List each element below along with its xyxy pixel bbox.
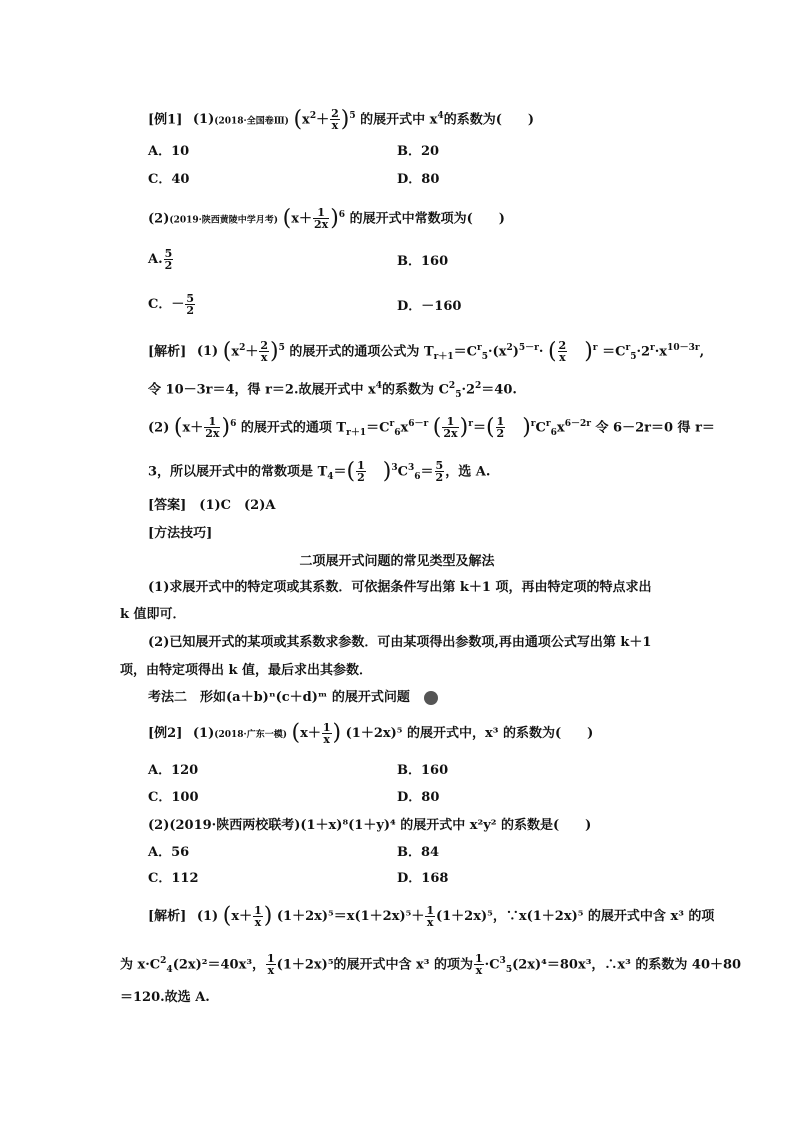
example2-solution-line3: ＝120.故选 A. (120, 990, 210, 1005)
solution1-line1: [解析] (1) ($x^2+$ $\frac{2}{x}$ )$^5$ 的展开式的通项公式为 $T_{r+1}=C^r_5\cdot(x^2)^{5-r}\cdot$ ( $\frac{2}{x}$ )$^r =C^r_5\cdot 2^r\cdot x^{10-3r}$, (148, 338, 705, 365)
method-tips-label: [方法技巧] (148, 526, 213, 541)
option-a: A．120 (148, 763, 199, 778)
option-c: C．－ $\frac{5}{2}$ (148, 292, 195, 317)
method2-title: 考法二 形如(a＋b)ⁿ(c＋d)ᵐ 的展开式问题 (148, 688, 438, 708)
option-d: D．－160 (397, 299, 462, 314)
tip1-line1: (1)求展开式中的特定项或其系数．可依据条件写出第 k＋1 项，再由特定项的特点求出 (148, 580, 652, 595)
option-a: A．56 (148, 845, 190, 860)
example1-label: [例1] (148, 112, 183, 128)
option-c: C．100 (148, 790, 199, 805)
tip2-line2: 项，由特定项得出 k 值，最后求出其参数． (120, 663, 373, 678)
solution2-line2: 3，所以展开式中的常数项是 $T_4=$( $\frac{1}{2}$ )$^3C^3_6=$ $\frac{5}{2}$ ，选 A. (148, 458, 491, 485)
solution1-line2: 令 10－3r＝4，得 r＝2.故展开式中 $x^4$的系数为 $C^2_5\cdot 2^2=40$. (148, 381, 517, 400)
option-b: B．20 (397, 144, 440, 159)
option-a: A．10 (148, 144, 190, 159)
tips-title: 二项展开式问题的常见类型及解法 (299, 554, 495, 569)
tip2-line1: (2)已知展开式的某项或其系数求参数．可由某项得出参数项,再由通项公式写出第 k＋1 (148, 635, 652, 650)
tip1-line2: k 值即可． (120, 607, 186, 622)
example2-solution-line2: 为 $x\cdot C^2_4(2x)^2=40x^3$， $\frac{1}{x}$ (1＋2x)⁵的展开式中含 x³ 的项为 $\frac{1}{x}$ $\cdot C^3_5(2x)^4=80x^3$，∴x³ 的系数为 40＋80 (120, 952, 742, 978)
example1-question1: [例1] (1)(2018·全国卷Ⅲ) ($x^2+$ $\frac{2}{x}$ )$^5$ 的展开式中 $x^4$的系数为( ) (148, 106, 534, 133)
option-a: A. $\frac{5}{2}$ (148, 247, 173, 272)
option-b: B．84 (397, 845, 440, 860)
option-d: D．80 (397, 790, 440, 805)
option-b: B．160 (397, 763, 449, 778)
option-c: C．40 (148, 172, 190, 187)
option-d: D．168 (397, 871, 449, 886)
example2-solution-line1: [解析] (1) (x＋ $\frac{1}{x}$ ) (1＋2x)⁵＝x(1＋2x)⁵＋ $\frac{1}{x}$ (1＋2x)⁵，∵x(1＋2x)⁵ 的展开式中含 x³ 的项 (148, 903, 715, 929)
bullet-icon (424, 691, 438, 705)
answer: [答案] (1)C (2)A (148, 498, 276, 513)
option-c: C．112 (148, 871, 199, 886)
option-d: D．80 (397, 172, 440, 187)
solution2-line1: (2) (x＋ $\frac{1}{2x}$ )$^6$ 的展开式的通项 $T_{r+1}=C^r_6x^{6-r}$ ( $\frac{1}{2x}$ )$^r$＝( $\frac{1}{2}$ )$^rC^r_6x^{6-2r}$ 令 6－2r＝0 得 r＝ (148, 414, 715, 441)
source: (2018·全国卷Ⅲ) (214, 116, 289, 127)
option-b: B．160 (397, 254, 449, 269)
example2-question2: (2)(2019·陕西两校联考)(1＋x)⁸(1＋y)⁴ 的展开式中 x²y² 的系数是( ) (148, 818, 592, 833)
example2-question1: [例2] (1)(2018·广东一模) (x＋ $\frac{1}{x}$ ) (1＋2x)⁵ 的展开式中，x³ 的系数为( ) (148, 720, 594, 746)
example1-question2: (2)(2019·陕西黄陵中学月考) (x＋ $\frac{1}{2x}$ )$^6$ 的展开式中常数项为( ) (148, 205, 505, 232)
